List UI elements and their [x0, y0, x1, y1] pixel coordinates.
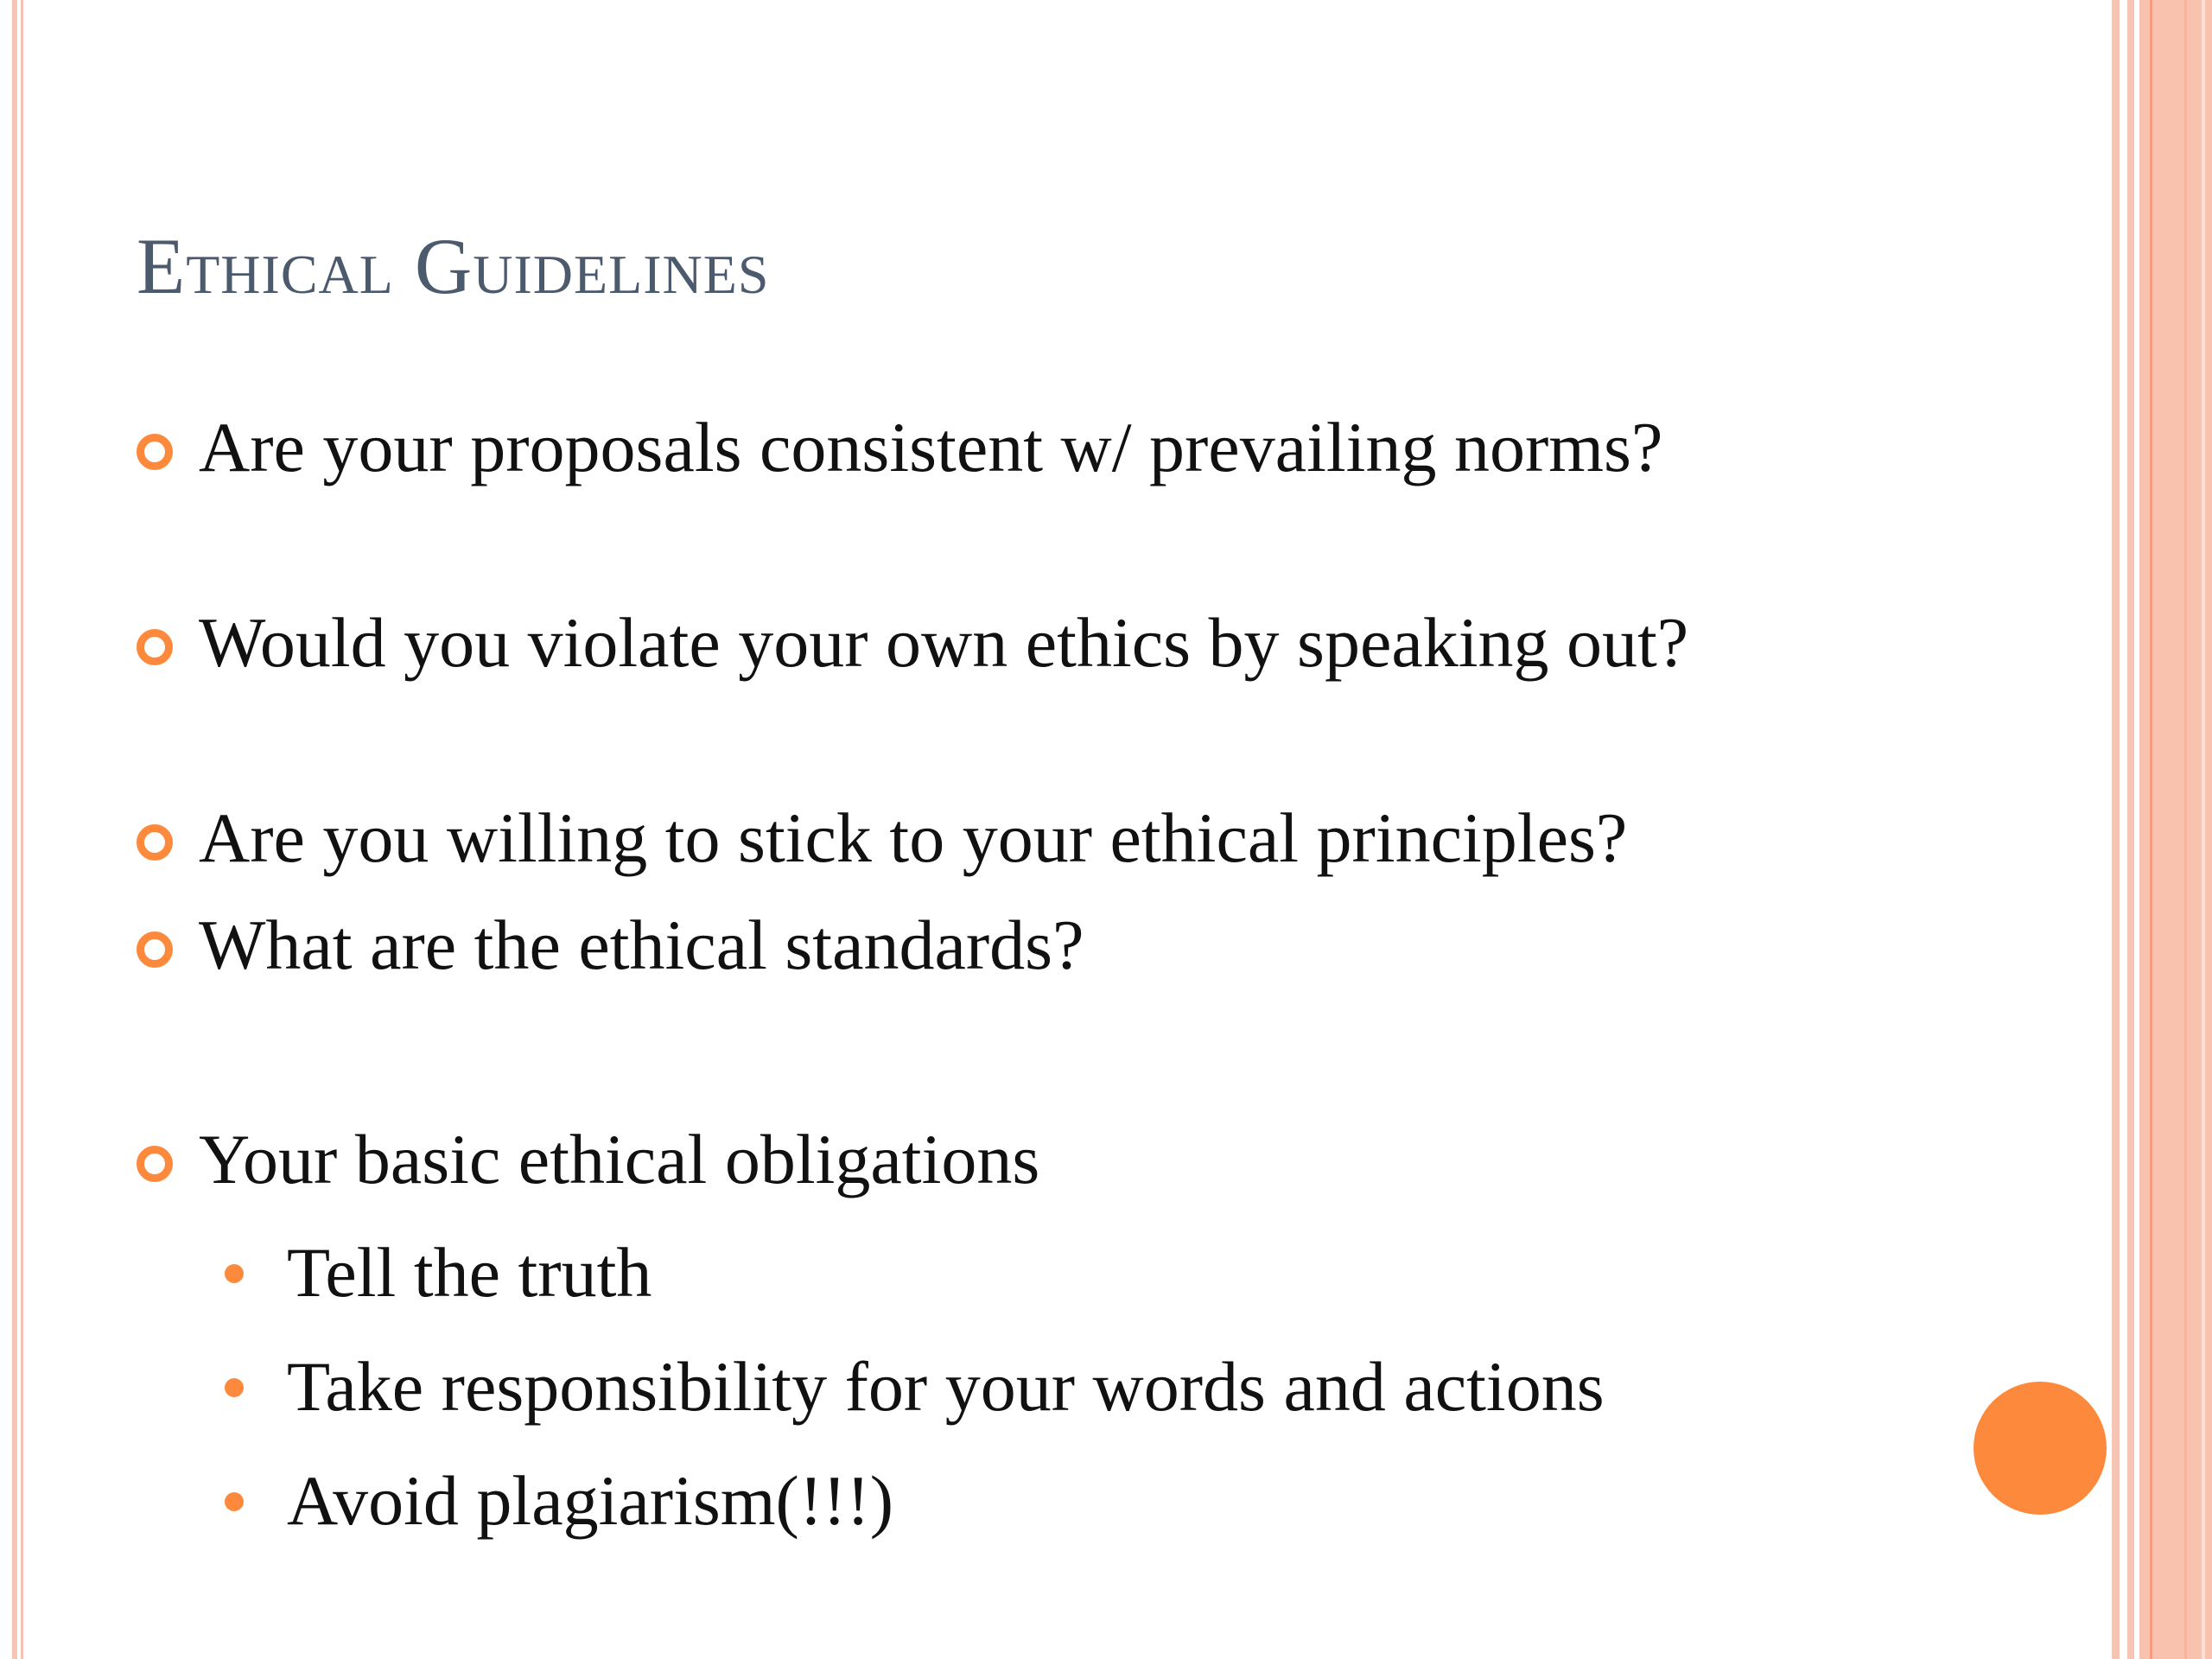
bullet-item — [199, 900, 1944, 989]
ring-bullet-icon — [137, 1146, 173, 1182]
ring-bullet-icon — [137, 629, 173, 665]
sub-bullet-text: Take responsibility for your words and actions — [287, 1347, 1605, 1426]
ring-bullet-icon — [137, 824, 173, 861]
slide-title: Ethical Guidelines — [137, 222, 770, 310]
dot-bullet-icon — [225, 1492, 244, 1511]
sub-bullet-text: Tell the truth — [287, 1233, 652, 1312]
ring-bullet-icon — [137, 931, 173, 968]
bullet-item — [199, 793, 1944, 882]
bullet-item — [199, 1115, 1944, 1204]
dot-bullet-icon — [225, 1378, 244, 1397]
bullet-text: Would you violate your own ethics by speaking out? — [199, 603, 1689, 682]
sub-bullet-item — [287, 1228, 1929, 1317]
bullet-text: What are the ethical standards? — [199, 906, 1084, 984]
bullet-item — [199, 598, 1944, 687]
sub-bullet-item — [287, 1456, 1929, 1545]
sub-bullet-text: Avoid plagiarism(!!!) — [287, 1461, 894, 1540]
bullet-text: Are you willing to stick to your ethical principles? — [199, 798, 1628, 877]
bullet-item — [199, 403, 1944, 492]
dot-bullet-icon — [225, 1264, 244, 1283]
ring-bullet-icon — [137, 434, 173, 470]
sub-bullet-item — [287, 1342, 1929, 1431]
bullet-text: Are your proposals consistent w/ prevailing norms? — [199, 408, 1663, 486]
bullet-text: Your basic ethical obligations — [199, 1120, 1040, 1198]
